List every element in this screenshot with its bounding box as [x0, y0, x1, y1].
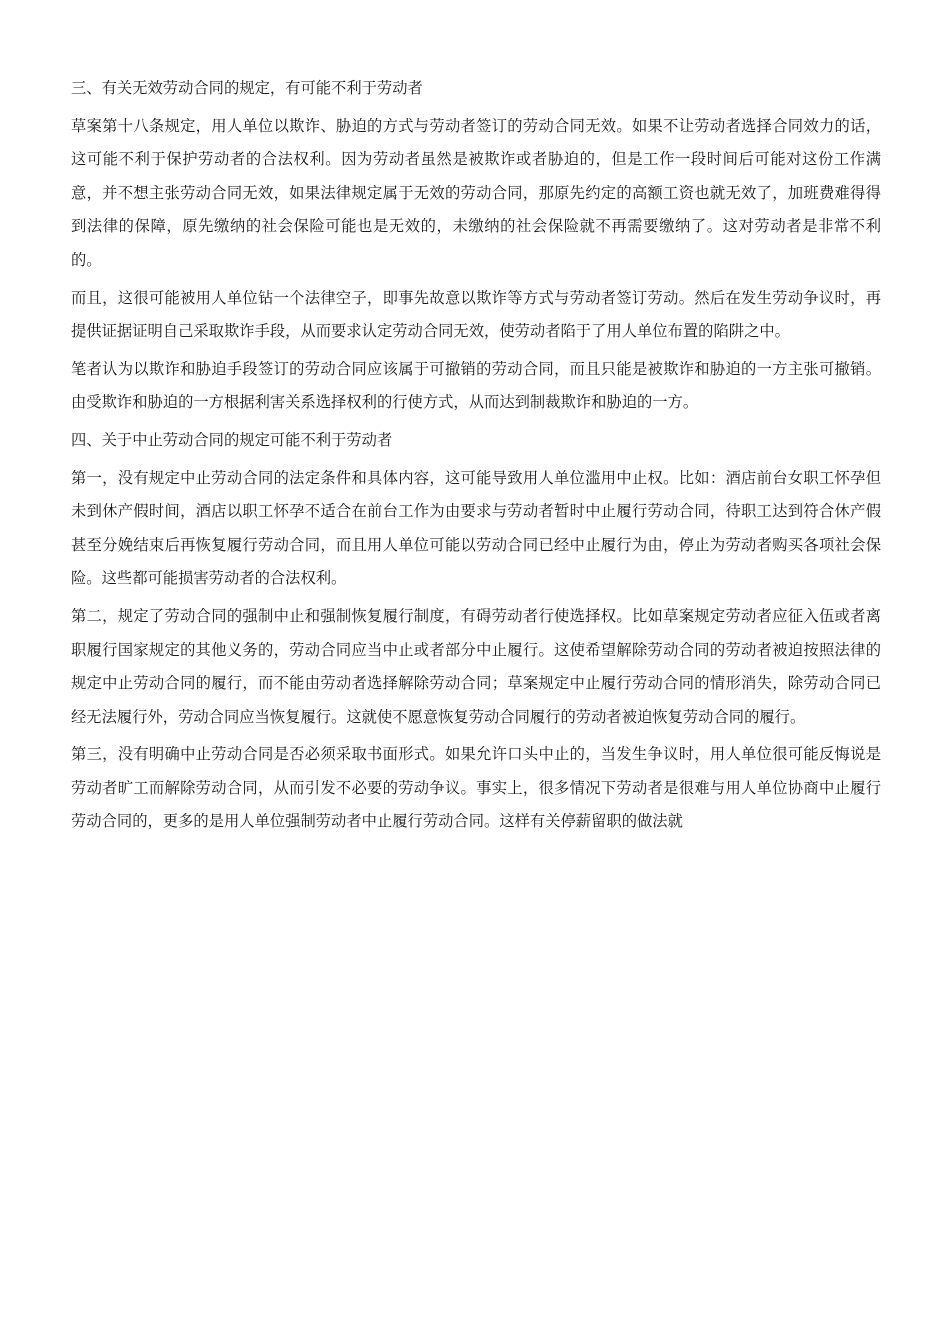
paragraph: 第三，没有明确中止劳动合同是否必须采取书面形式。如果允许口头中止的，当发生争议时，用人单位很可能反悔说是劳动者旷工而解除劳动合同，从而引发不必要的劳动争议。事实上，很多情况下劳动者是很难与用人单位协商中止履行劳动合同的，更多的是用人单位强制劳动者中止履行劳动合同。这样有关停薪留职的做法就 — [71, 745, 881, 831]
section-heading-3: 三、有关无效劳动合同的规定，有可能不利于劳动者 — [71, 79, 423, 97]
paragraph: 而且，这很可能被用人单位钻一个法律空子，即事先故意以欺诈等方式与劳动者签订劳动。然后在发生劳动争议时，再提供证据证明自己采取欺诈手段，从而要求认定劳动合同无效，使劳动者陷于了用人单位布置的陷阱之中。 — [71, 288, 881, 341]
document-body — [71, 72, 881, 843]
paragraph: 第二，规定了劳动合同的强制中止和强制恢复履行制度，有碍劳动者行使选择权。比如草案规定劳动者应征入伍或者离职履行国家规定的其他义务的，劳动合同应当中止或者部分中止履行。这使希望解除劳动合同的劳动者被迫按照法律的规定中止劳动合同的履行，而不能由劳动者选择解除劳动合同；草案规定中止履行劳动合同的情形消失，除劳动合同已经无法履行外，劳动合同应当恢复履行。这就使不愿意恢复劳动合同履行的劳动者被迫恢复劳动合同的履行。 — [71, 606, 881, 726]
paragraph: 笔者认为以欺诈和胁迫手段签订的劳动合同应该属于可撤销的劳动合同，而且只能是被欺诈和胁迫的一方主张可撤销。由受欺诈和胁迫的一方根据利害关系选择权利的行使方式，从而达到制裁欺诈和胁迫的一方。 — [71, 359, 881, 412]
paragraph: 第一，没有规定中止劳动合同的法定条件和具体内容，这可能导致用人单位滥用中止权。比如：酒店前台女职工怀孕但未到休产假时间，酒店以职工怀孕不适合在前台工作为由要求与劳动者暂时中止履行劳动合同，待职工达到符合休产假甚至分娩结束后再恢复履行劳动合同，而且用人单位可能以劳动合同已经中止履行为由，停止为劳动者购买各项社会保险。这些都可能损害劳动者的合法权利。 — [71, 468, 881, 588]
section-heading-4: 四、关于中止劳动合同的规定可能不利于劳动者 — [71, 430, 393, 449]
paragraph: 草案第十八条规定，用人单位以欺诈、胁迫的方式与劳动者签订的劳动合同无效。如果不让劳动者选择合同效力的话，这可能不利于保护劳动者的合法权利。因为劳动者虽然是被欺诈或者胁迫的，但是工作一段时间后可能对这份工作满意，并不想主张劳动合同无效，如果法律规定属于无效的劳动合同，那原先约定的高额工资也就无效了，加班费难得得到法律的保障，原先缴纳的社会保险可能也是无效的，未缴纳的社会保险就不再需要缴纳了。这对劳动者是非常不利的。 — [71, 116, 881, 269]
